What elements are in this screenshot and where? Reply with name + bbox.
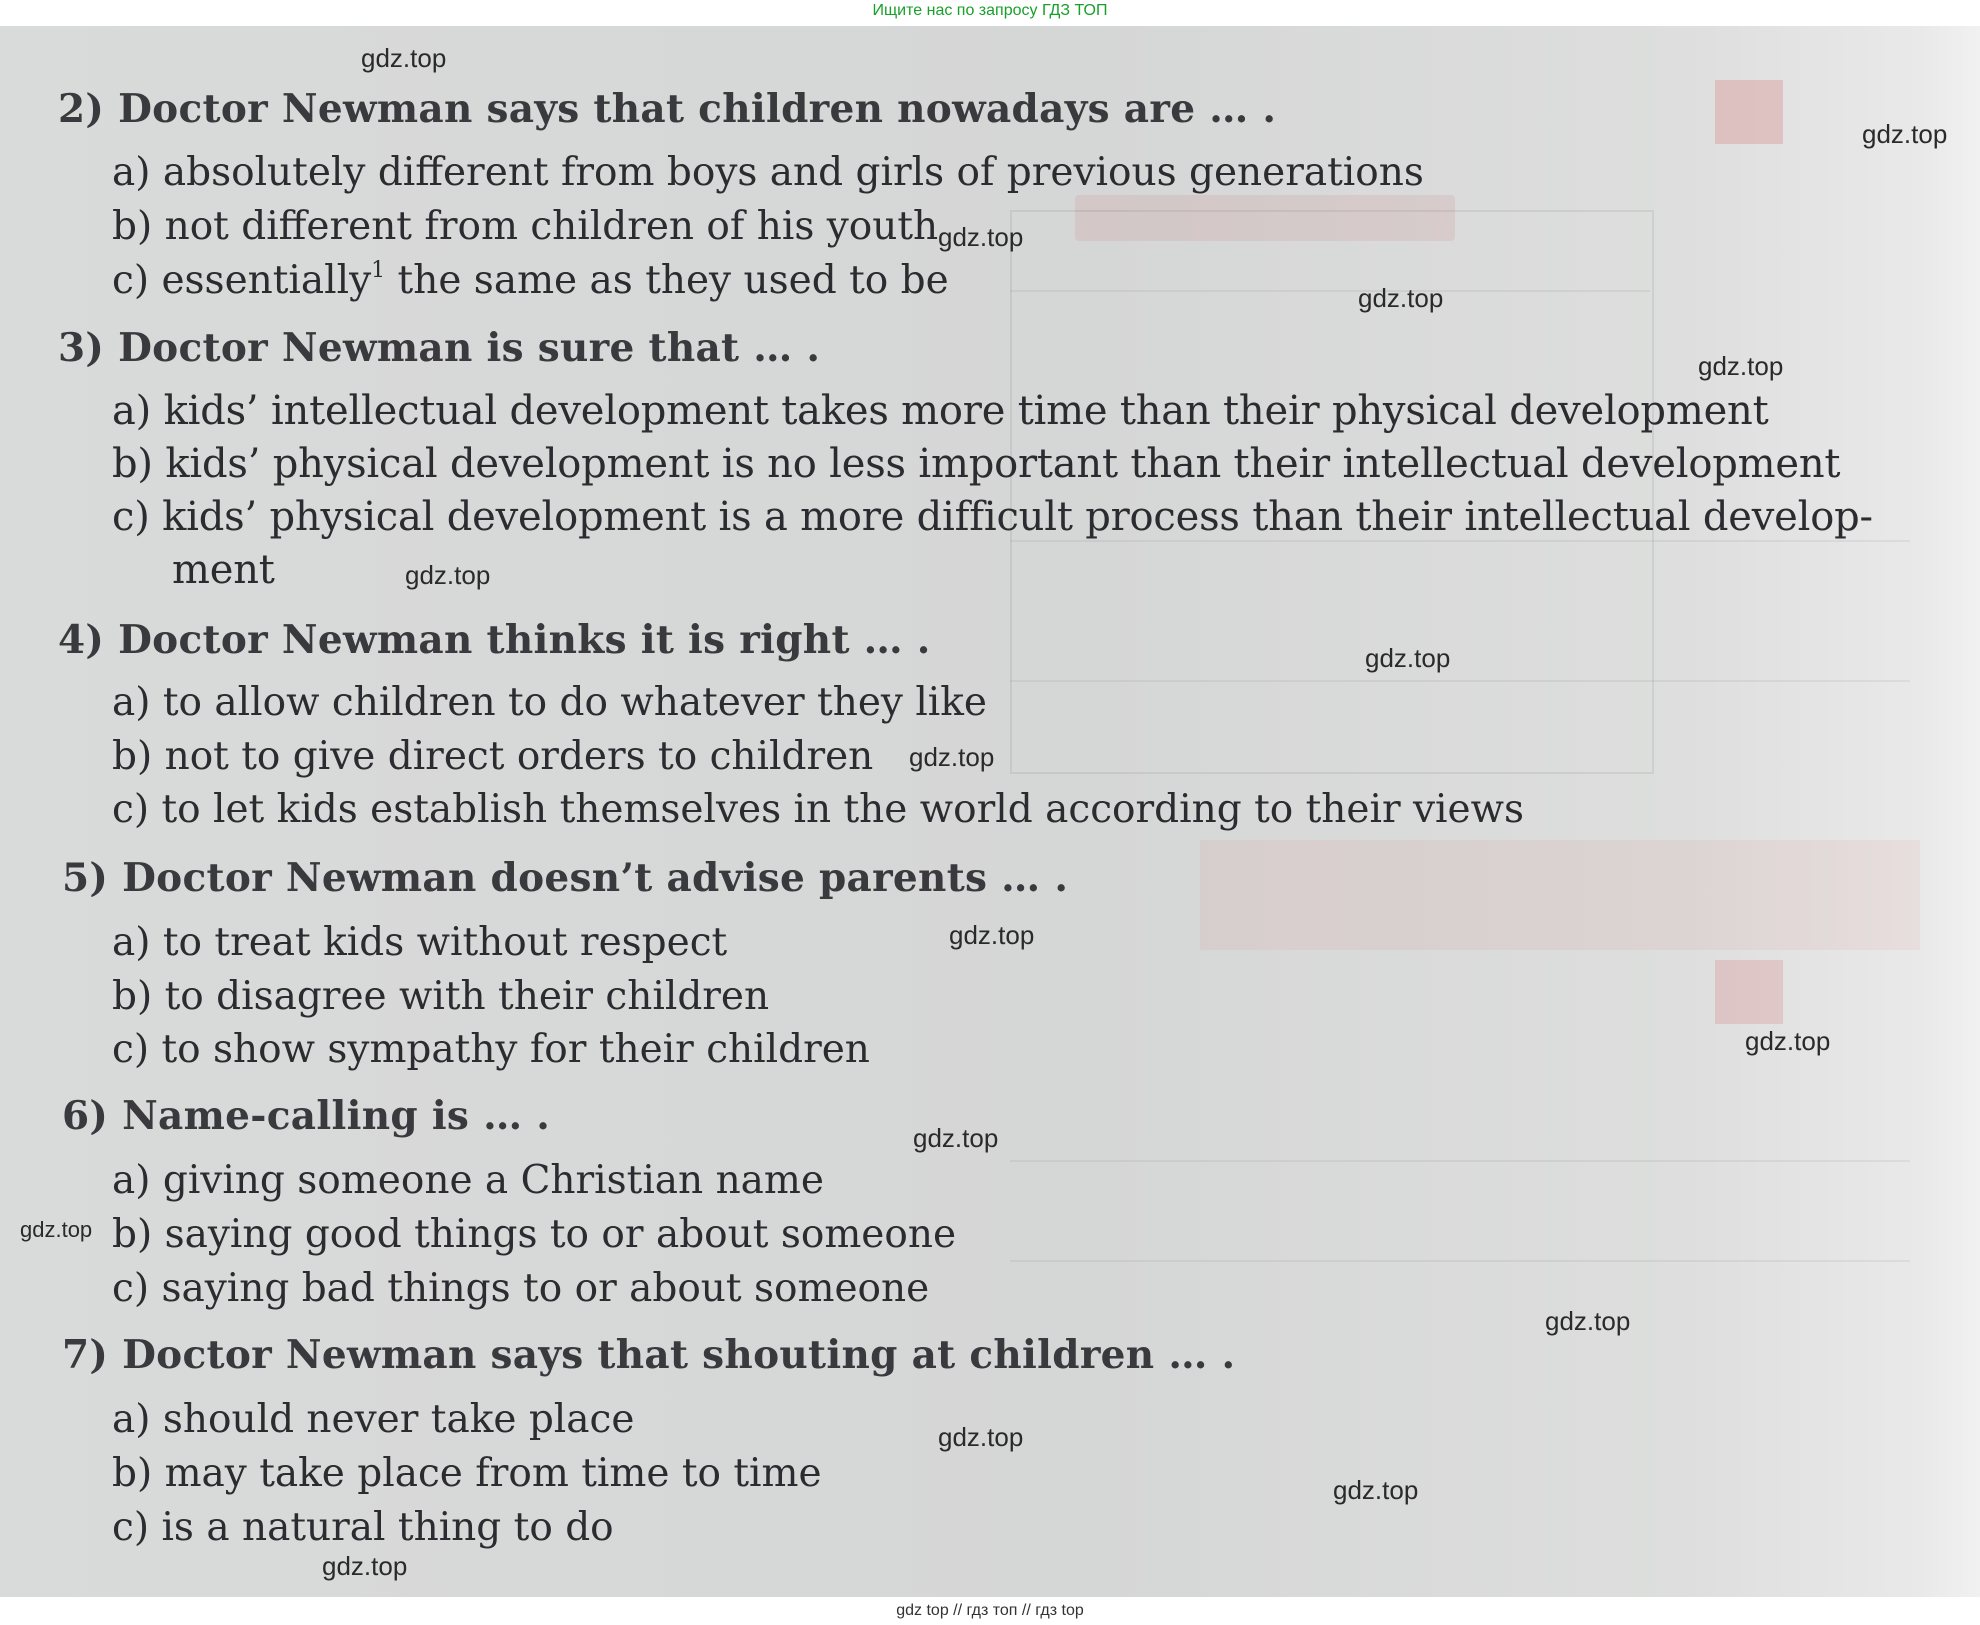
question-7-option-c: c) is a natural thing to do [112,1505,614,1550]
option-text: the same as they used to be [385,258,949,303]
watermark: gdz.top [1862,119,1948,149]
question-2-option-c [112,258,949,303]
question-5-option-b: b) to disagree with their children [112,974,770,1019]
question-4-title: 4) Doctor Newman thinks it is right … . [58,617,931,663]
bleed-through-panel [1200,840,1920,950]
footer-separator: // [1021,1602,1031,1619]
top-banner [0,0,1980,26]
bleed-through-table [1010,210,1654,774]
bleed-through-rule [1010,290,1650,292]
watermark: gdz.top [938,222,1024,252]
option-text: c) essentially [112,258,372,303]
question-2-title: 2) Doctor Newman says that children nowadays are … . [58,86,1277,132]
question-6-title: 6) Name-calling is … . [62,1093,551,1139]
footer-link[interactable]: gdz top [896,1602,949,1619]
bleed-through-exercise-box [1715,960,1783,1024]
bleed-through-exercise-box [1715,80,1783,144]
footer-link[interactable]: гдз top [1035,1602,1084,1619]
question-5-title: 5) Doctor Newman doesn’t advise parents … . [62,855,1069,901]
footnote-marker: 1 [371,258,386,283]
watermark: gdz.top [938,1422,1024,1452]
bleed-through-rule [1010,540,1910,542]
question-3-option-a: a) kids’ intellectual development takes more time than their physical development [112,388,1769,434]
question-6-option-c: c) saying bad things to or about someone [112,1266,930,1311]
footer-separator: // [953,1602,963,1619]
question-6-option-b: b) saying good things to or about someone [112,1212,957,1257]
question-7-option-a: a) should never take place [112,1397,635,1442]
question-5-option-a: a) to treat kids without respect [112,920,728,965]
footer-link[interactable]: гдз топ [966,1602,1018,1619]
question-3-option-c: c) kids’ physical development is a more difficult process than their intellectual develop- [112,494,1873,540]
watermark: gdz.top [322,1551,408,1581]
question-3-option-b: b) kids’ physical development is no less important than their intellectual development [112,441,1841,487]
watermark: gdz.top [1745,1026,1831,1056]
question-4-option-c: c) to let kids establish themselves in the world according to their views [112,787,1524,832]
question-3-title: 3) Doctor Newman is sure that … . [58,325,821,371]
question-3-option-c-continued: ment [172,547,275,593]
watermark: gdz.top [1358,283,1444,313]
footer-bar [0,1597,1980,1625]
question-4-option-a: a) to allow children to do whatever they like [112,680,987,725]
bleed-through-rule [1010,1260,1910,1262]
question-7-option-b: b) may take place from time to time [112,1451,822,1496]
watermark: gdz.top [1698,351,1784,381]
banner-link[interactable]: Ищите нас по запросу ГДЗ ТОП [872,2,1108,19]
watermark: gdz.top [405,560,491,590]
bleed-through-rule [1010,680,1910,682]
question-7-title: 7) Doctor Newman says that shouting at children … . [62,1332,1236,1378]
question-5-option-c: c) to show sympathy for their children [112,1027,870,1072]
question-2-option-a: a) absolutely different from boys and girls of previous generations [112,150,1424,195]
watermark: gdz.top [361,43,447,73]
watermark: gdz.top [1545,1306,1631,1336]
watermark: gdz.top [913,1123,999,1153]
question-2-option-b: b) not different from children of his youth [112,204,939,249]
watermark: gdz.top [1365,643,1451,673]
question-4-option-b: b) not to give direct orders to children [112,734,874,779]
question-6-option-a: a) giving someone a Christian name [112,1158,824,1203]
watermark: gdz.top [20,1217,93,1242]
watermark: gdz.top [949,920,1035,950]
bleed-through-rule [1010,1160,1910,1162]
watermark: gdz.top [1333,1475,1419,1505]
watermark: gdz.top [909,742,995,772]
